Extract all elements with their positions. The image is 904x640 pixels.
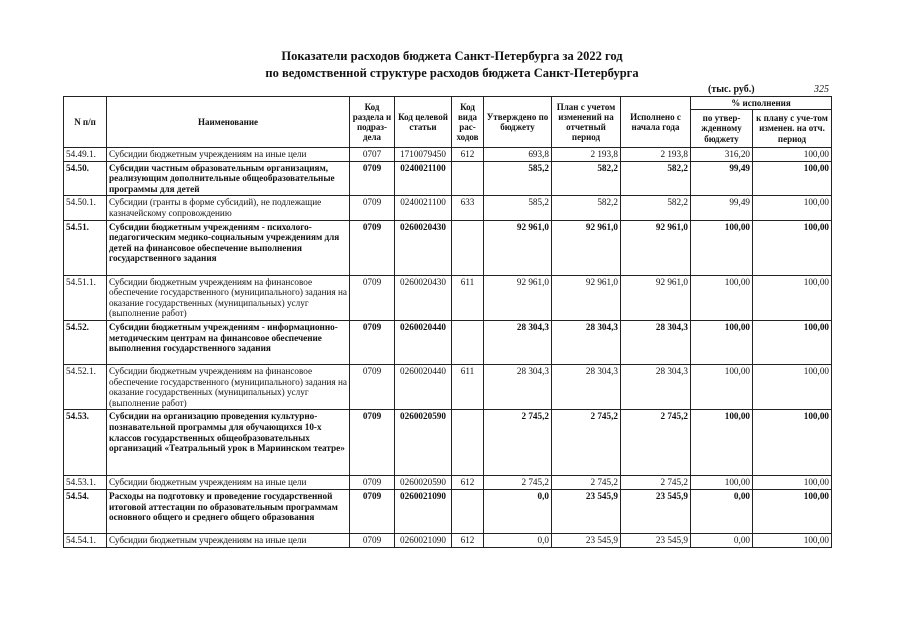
row-approved-value: 585,2 <box>484 196 552 220</box>
report-title-line-1: Показатели расходов бюджета Санкт-Петербурга за 2022 год <box>281 49 623 63</box>
row-number: 54.54. <box>64 489 107 533</box>
units-label: (тыс. руб.) <box>708 84 755 95</box>
table-row <box>64 489 832 533</box>
row-executed-value: 23 545,9 <box>621 533 691 547</box>
row-name: Субсидии (гранты в форме субсидий), не подлежащие казначейскому сопровождению <box>107 196 350 220</box>
row-section-code: 0709 <box>350 410 395 476</box>
row-approved-value: 92 961,0 <box>484 275 552 320</box>
row-approved-value: 92 961,0 <box>484 220 552 275</box>
row-section-code: 0709 <box>350 275 395 320</box>
row-section-code: 0709 <box>350 476 395 490</box>
row-section-code: 0709 <box>350 320 395 364</box>
table-body <box>64 148 832 548</box>
row-target-code: 0260020440 <box>395 364 452 409</box>
row-approved-value: 0,0 <box>484 489 552 533</box>
row-name: Субсидии бюджетным учреждениям на финансовое обеспечение государственного (муниципального) задания на оказание государственных (муниципальных) услуг (выполнение работ) <box>107 364 350 409</box>
row-plan-value: 2 745,2 <box>552 476 621 490</box>
row-target-code: 1710079450 <box>395 148 452 162</box>
row-name: Расходы на подготовку и проведение государственной итоговой аттестации по образовательным программам основного общего и среднего общего образования <box>107 489 350 533</box>
row-pct-budget: 100,00 <box>691 364 753 409</box>
row-plan-value: 2 193,8 <box>552 148 621 162</box>
row-approved-value: 28 304,3 <box>484 320 552 364</box>
row-name: Субсидии бюджетным учреждениям на иные цели <box>107 533 350 547</box>
row-number: 54.50.1. <box>64 196 107 220</box>
row-type-code <box>452 410 484 476</box>
row-approved-value: 585,2 <box>484 161 552 196</box>
row-pct-budget: 100,00 <box>691 476 753 490</box>
header-pct-budget: по утвер-жденному бюджету <box>691 110 753 148</box>
row-type-code <box>452 489 484 533</box>
row-executed-value: 92 961,0 <box>621 220 691 275</box>
row-pct-plan: 100,00 <box>753 476 832 490</box>
row-target-code: 0240021100 <box>395 196 452 220</box>
row-target-code: 0260021090 <box>395 533 452 547</box>
row-executed-value: 28 304,3 <box>621 320 691 364</box>
row-executed-value: 92 961,0 <box>621 275 691 320</box>
report-title-line-2: по ведомственной структуре расходов бюджета Санкт-Петербурга <box>265 66 639 80</box>
row-pct-plan: 100,00 <box>753 161 832 196</box>
page-number: 325 <box>814 84 829 95</box>
table-row <box>64 364 832 409</box>
row-executed-value: 28 304,3 <box>621 364 691 409</box>
row-type-code: 612 <box>452 476 484 490</box>
row-approved-value: 0,0 <box>484 533 552 547</box>
row-name: Субсидии бюджетным учреждениям на иные цели <box>107 476 350 490</box>
row-pct-budget: 0,00 <box>691 489 753 533</box>
row-name: Субсидии бюджетным учреждениям на финансовое обеспечение государственного (муниципального) задания на оказание государственных (муниципальных) услуг (выполнение работ) <box>107 275 350 320</box>
row-section-code: 0709 <box>350 196 395 220</box>
row-target-code: 0260021090 <box>395 489 452 533</box>
row-number: 54.51. <box>64 220 107 275</box>
row-type-code <box>452 220 484 275</box>
row-target-code: 0260020590 <box>395 476 452 490</box>
row-executed-value: 2 745,2 <box>621 410 691 476</box>
row-executed-value: 582,2 <box>621 161 691 196</box>
header-pct-plan: к плану с уче-том изменен. на отч. период <box>753 110 832 148</box>
row-executed-value: 582,2 <box>621 196 691 220</box>
row-target-code: 0260020430 <box>395 220 452 275</box>
budget-table <box>63 96 832 548</box>
row-target-code: 0240021100 <box>395 161 452 196</box>
row-section-code: 0709 <box>350 220 395 275</box>
row-approved-value: 28 304,3 <box>484 364 552 409</box>
row-pct-budget: 100,00 <box>691 275 753 320</box>
row-name: Субсидии частным образовательным организациям, реализующим дополнительные общеобразовательные программы для детей <box>107 161 350 196</box>
row-pct-budget: 0,00 <box>691 533 753 547</box>
row-number: 54.53.1. <box>64 476 107 490</box>
row-executed-value: 23 545,9 <box>621 489 691 533</box>
row-pct-plan: 100,00 <box>753 220 832 275</box>
row-plan-value: 2 745,2 <box>552 410 621 476</box>
row-number: 54.53. <box>64 410 107 476</box>
row-pct-plan: 100,00 <box>753 364 832 409</box>
header-type-code: Код вида рас-ходов <box>452 97 484 148</box>
row-plan-value: 28 304,3 <box>552 320 621 364</box>
row-name: Субсидии бюджетным учреждениям - информационно-методическим центрам на финансовое обеспечение выполнения государственного задания <box>107 320 350 364</box>
row-approved-value: 693,8 <box>484 148 552 162</box>
row-plan-value: 28 304,3 <box>552 364 621 409</box>
row-number: 54.50. <box>64 161 107 196</box>
row-number: 54.52.1. <box>64 364 107 409</box>
row-number: 54.52. <box>64 320 107 364</box>
header-section-code: Код раздела и подраз-дела <box>350 97 395 148</box>
row-type-code: 612 <box>452 148 484 162</box>
row-pct-plan: 100,00 <box>753 533 832 547</box>
table-row <box>64 161 832 196</box>
row-executed-value: 2 745,2 <box>621 476 691 490</box>
row-pct-plan: 100,00 <box>753 410 832 476</box>
table-row <box>64 196 832 220</box>
row-pct-budget: 100,00 <box>691 410 753 476</box>
row-type-code: 611 <box>452 275 484 320</box>
header-num: N п/п <box>64 97 107 148</box>
header-plan: План с учетом изменений на отчетный период <box>552 97 621 148</box>
row-plan-value: 23 545,9 <box>552 489 621 533</box>
row-pct-budget: 316,20 <box>691 148 753 162</box>
row-number: 54.54.1. <box>64 533 107 547</box>
table-row <box>64 220 832 275</box>
row-plan-value: 582,2 <box>552 196 621 220</box>
row-approved-value: 2 745,2 <box>484 410 552 476</box>
row-name: Субсидии бюджетным учреждениям - психолого-педагогическим медико-социальным учреждениям для детей на финансовое обеспечение выполнения государственного задания <box>107 220 350 275</box>
row-name: Субсидии на организацию проведения культурно-познавательной программы для обучающихся 10-х классов государственных общеобразовательных организаций «Театральный урок в Мариинском театре» <box>107 410 350 476</box>
row-type-code <box>452 320 484 364</box>
header-approved: Утверждено по бюджету <box>484 97 552 148</box>
table-row <box>64 320 832 364</box>
row-section-code: 0709 <box>350 533 395 547</box>
row-pct-plan: 100,00 <box>753 275 832 320</box>
row-name: Субсидии бюджетным учреждениям на иные цели <box>107 148 350 162</box>
table-row <box>64 275 832 320</box>
row-pct-budget: 99,49 <box>691 161 753 196</box>
row-type-code: 612 <box>452 533 484 547</box>
header-name: Наименование <box>107 97 350 148</box>
table-row <box>64 410 832 476</box>
row-type-code <box>452 161 484 196</box>
row-pct-plan: 100,00 <box>753 489 832 533</box>
row-pct-budget: 100,00 <box>691 320 753 364</box>
row-type-code: 611 <box>452 364 484 409</box>
row-section-code: 0709 <box>350 489 395 533</box>
header-target-code: Код целевой статьи <box>395 97 452 148</box>
row-plan-value: 92 961,0 <box>552 220 621 275</box>
row-type-code: 633 <box>452 196 484 220</box>
row-pct-budget: 100,00 <box>691 220 753 275</box>
row-section-code: 0709 <box>350 364 395 409</box>
row-plan-value: 582,2 <box>552 161 621 196</box>
row-target-code: 0260020430 <box>395 275 452 320</box>
row-approved-value: 2 745,2 <box>484 476 552 490</box>
row-target-code: 0260020590 <box>395 410 452 476</box>
row-plan-value: 23 545,9 <box>552 533 621 547</box>
header-executed: Исполнено с начала года <box>621 97 691 148</box>
row-section-code: 0709 <box>350 161 395 196</box>
row-target-code: 0260020440 <box>395 320 452 364</box>
row-section-code: 0707 <box>350 148 395 162</box>
header-percent-group: % исполнения <box>691 97 832 110</box>
row-plan-value: 92 961,0 <box>552 275 621 320</box>
row-pct-plan: 100,00 <box>753 148 832 162</box>
row-pct-plan: 100,00 <box>753 196 832 220</box>
table-row <box>64 148 832 162</box>
row-pct-budget: 99,49 <box>691 196 753 220</box>
row-number: 54.49.1. <box>64 148 107 162</box>
table-row <box>64 476 832 490</box>
row-executed-value: 2 193,8 <box>621 148 691 162</box>
row-pct-plan: 100,00 <box>753 320 832 364</box>
row-number: 54.51.1. <box>64 275 107 320</box>
table-row <box>64 533 832 547</box>
